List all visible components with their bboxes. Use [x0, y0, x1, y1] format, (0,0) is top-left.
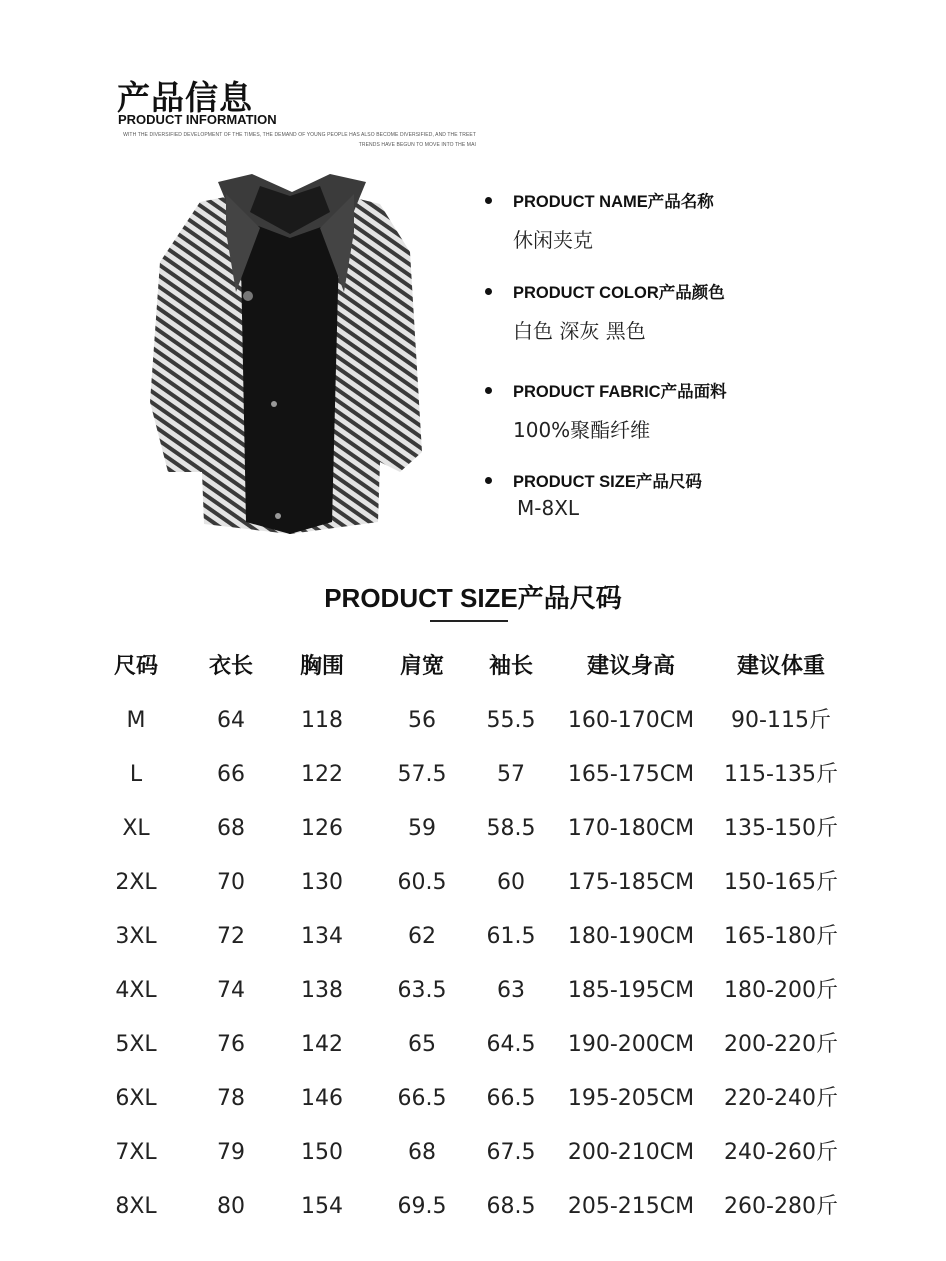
table-cell: 142: [301, 1032, 343, 1057]
page-title: 产品信息: [117, 78, 253, 117]
spec-value: 白色 深灰 黑色: [513, 319, 646, 343]
table-cell: 62: [408, 924, 436, 949]
table-cell: 135-150斤: [724, 816, 838, 841]
table-cell: 220-240斤: [724, 1086, 838, 1111]
table-cell: 205-215CM: [567, 1194, 695, 1219]
table-row: [88, 694, 888, 748]
table-cell: 8XL: [115, 1194, 157, 1219]
table-cell: 67.5: [486, 1140, 536, 1165]
table-cell: 68.5: [486, 1194, 536, 1219]
table-cell: 175-185CM: [567, 870, 695, 895]
table-cell: 122: [301, 762, 343, 787]
spec-label: PRODUCT FABRIC产品面料: [513, 383, 727, 401]
table-cell: 55.5: [486, 708, 536, 733]
spec-product-color: [485, 279, 725, 344]
header-cell: 胸围: [299, 654, 345, 679]
table-cell: 76: [217, 1032, 245, 1057]
table-row: [88, 856, 888, 910]
table-cell: 185-195CM: [567, 978, 695, 1003]
table-cell: 72: [217, 924, 245, 949]
table-cell: 4XL: [115, 978, 157, 1003]
spec-label: PRODUCT COLOR产品颜色: [513, 284, 725, 302]
table-cell: 56: [408, 708, 436, 733]
table-row: [88, 1180, 888, 1234]
table-cell: 146: [301, 1086, 343, 1111]
table-cell: 64: [217, 708, 245, 733]
table-cell: 60: [497, 870, 525, 895]
table-cell: 74: [217, 978, 245, 1003]
table-cell: 66.5: [397, 1086, 447, 1111]
header-cell: 建议体重: [736, 654, 826, 679]
table-cell: 200-210CM: [567, 1140, 695, 1165]
table-cell: 165-180斤: [724, 924, 838, 949]
table-cell: 190-200CM: [567, 1032, 695, 1057]
table-header-row: [88, 640, 888, 694]
table-cell: 80: [217, 1194, 245, 1219]
table-row: [88, 964, 888, 1018]
table-cell: 65: [408, 1032, 436, 1057]
size-table: [88, 640, 888, 1234]
table-cell: 2XL: [115, 870, 157, 895]
bullet-icon: [485, 288, 492, 295]
table-cell: 200-220斤: [724, 1032, 838, 1057]
spec-value: 100%聚酯纤维: [513, 418, 651, 442]
spec-value: 休闲夹克: [513, 228, 593, 252]
bullet-icon: [485, 197, 492, 204]
table-cell: 165-175CM: [567, 762, 695, 787]
table-cell: 61.5: [486, 924, 536, 949]
header-cell: 衣长: [208, 654, 254, 679]
table-cell: 138: [301, 978, 343, 1003]
table-cell: 79: [217, 1140, 245, 1165]
table-cell: 154: [301, 1194, 343, 1219]
table-cell: 115-135斤: [724, 762, 838, 787]
table-cell: 130: [301, 870, 343, 895]
spec-product-name: [485, 188, 714, 253]
spec-product-fabric: [485, 378, 727, 443]
table-cell: 59: [408, 816, 436, 841]
table-body: [88, 694, 888, 1234]
bullet-icon: [485, 477, 492, 484]
table-row: [88, 1126, 888, 1180]
table-cell: 63.5: [397, 978, 447, 1003]
page-subtitle: PRODUCT INFORMATION: [118, 112, 277, 127]
table-cell: L: [129, 762, 143, 787]
header-cell: 尺码: [113, 654, 159, 679]
header-cell: 建议身高: [586, 654, 676, 679]
table-cell: 260-280斤: [724, 1194, 838, 1219]
header-cell: 肩宽: [399, 654, 445, 679]
table-cell: 90-115斤: [731, 708, 831, 733]
table-cell: 68: [408, 1140, 436, 1165]
header-cell: 袖长: [488, 654, 534, 679]
spec-product-size: [485, 468, 702, 520]
table-cell: 66: [217, 762, 245, 787]
table-cell: 60.5: [397, 870, 447, 895]
table-cell: 70: [217, 870, 245, 895]
table-row: [88, 1018, 888, 1072]
table-cell: 118: [301, 708, 343, 733]
table-cell: 57.5: [397, 762, 447, 787]
bullet-icon: [485, 387, 492, 394]
table-cell: 126: [301, 816, 343, 841]
product-photo: [140, 172, 430, 540]
table-cell: 68: [217, 816, 245, 841]
table-cell: 7XL: [115, 1140, 157, 1165]
header-note: WITH THE DIVERSIFIED DEVELOPMENT OF THE TIMES, THE DEMAND OF YOUNG PEOPLE HAS ALSO BECOME DIVERSIFIED, AND THE TREET TRENDS HAVE BEGUN TO MOVE INTO THE MAI: [123, 132, 476, 148]
table-cell: XL: [122, 816, 150, 841]
table-row: [88, 748, 888, 802]
table-cell: 150-165斤: [724, 870, 838, 895]
table-cell: 6XL: [115, 1086, 157, 1111]
spec-value: M-8XL: [517, 496, 580, 520]
table-cell: 150: [301, 1140, 343, 1165]
table-cell: 240-260斤: [724, 1140, 838, 1165]
size-chart-title: PRODUCT SIZE产品尺码: [324, 583, 622, 613]
table-cell: 3XL: [115, 924, 157, 949]
table-cell: 57: [497, 762, 525, 787]
table-row: [88, 802, 888, 856]
title-divider: [430, 620, 508, 622]
table-cell: M: [126, 708, 146, 733]
table-cell: 58.5: [486, 816, 536, 841]
table-cell: 78: [217, 1086, 245, 1111]
table-cell: 5XL: [115, 1032, 157, 1057]
table-cell: 195-205CM: [567, 1086, 695, 1111]
table-cell: 134: [301, 924, 343, 949]
table-cell: 69.5: [397, 1194, 447, 1219]
spec-label: PRODUCT SIZE产品尺码: [513, 473, 702, 491]
table-cell: 160-170CM: [567, 708, 695, 733]
table-cell: 170-180CM: [567, 816, 695, 841]
table-cell: 63: [497, 978, 525, 1003]
table-cell: 64.5: [486, 1032, 536, 1057]
table-row: [88, 1072, 888, 1126]
table-cell: 180-190CM: [567, 924, 695, 949]
table-cell: 66.5: [486, 1086, 536, 1111]
table-cell: 180-200斤: [724, 978, 838, 1003]
table-row: [88, 910, 888, 964]
spec-label: PRODUCT NAME产品名称: [513, 193, 714, 211]
